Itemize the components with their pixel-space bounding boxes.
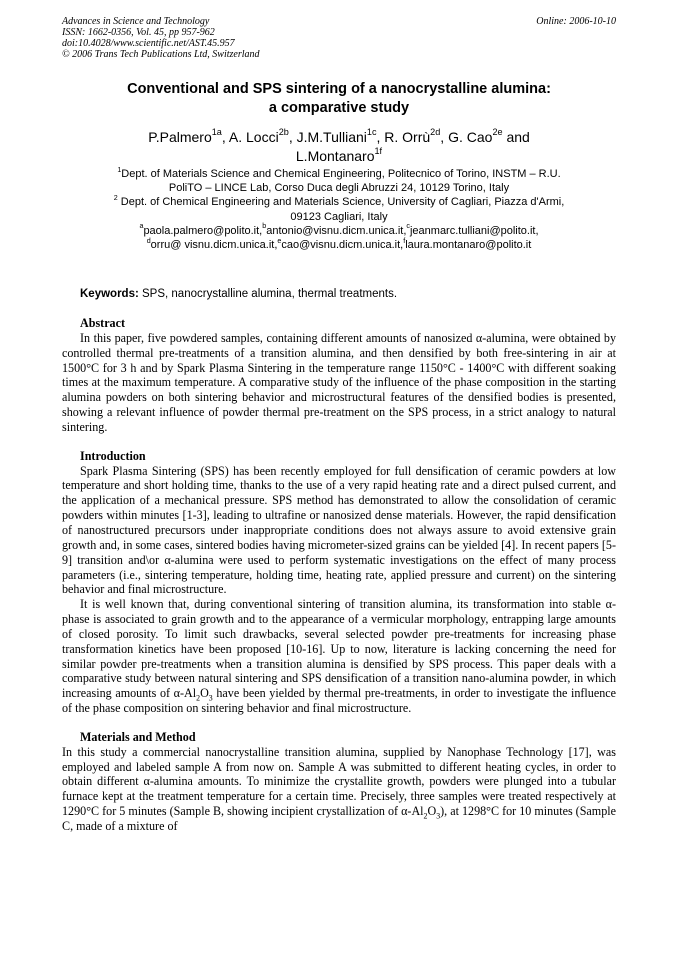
email-link[interactable]: antonio@visnu.dicm.unica.it, bbox=[266, 224, 407, 237]
affiliation-1 bbox=[62, 167, 616, 181]
author-sep: , bbox=[288, 129, 297, 145]
author-name: R. Orrù bbox=[384, 129, 431, 145]
author-sup: 1c bbox=[366, 127, 377, 138]
materials-heading: Materials and Method bbox=[80, 729, 196, 744]
email-link[interactable]: jeanmarc.tulliani@polito.it, bbox=[409, 224, 539, 237]
title-line-1: Conventional and SPS sintering of a nanocrystalline alumina: bbox=[127, 81, 551, 97]
paper-body bbox=[62, 316, 616, 834]
paper-title bbox=[62, 80, 616, 118]
author-name: L.Montanaro bbox=[295, 148, 375, 164]
subscript: 3 bbox=[436, 811, 441, 821]
email-link[interactable]: laura.montanaro@polito.it bbox=[405, 239, 532, 252]
email-link[interactable]: cao@visnu.dicm.unica.it, bbox=[281, 239, 404, 252]
affiliation-sup: 1 bbox=[117, 165, 122, 174]
author-name: G. Cao bbox=[448, 129, 493, 145]
author-sup: 2b bbox=[278, 127, 289, 138]
email-link[interactable]: paola.palmero@polito.it, bbox=[143, 224, 263, 237]
email-sup: c bbox=[406, 222, 410, 231]
author-sup: 1f bbox=[374, 146, 383, 157]
paragraph-text: It is well known that, during conventional sintering of transition alumina, its transformation into stable α-phase is associated to grain growth and to the appearance of a vermicular morphology, entrapping large amounts of closed porosity. To limit such drawbacks, several selected powder pre-treatments for increasing phase transformation kinetics have been proposed [10-16]. Up to now, literature is lacking concerning the need for similar powder pre-treatments when a transition alumina is densified by SPS process. This paper deals with a comparative study between natural sintering and SPS densification of a transition nano-alumina powder, in which increasing amounts of α-Al bbox=[62, 597, 616, 701]
affiliation-1-cont: PoliTO – LINCE Lab, Corso Duca degli Abruzzi 24, 10129 Torino, Italy bbox=[168, 182, 510, 195]
affiliation-text: Dept. of Chemical Engineering and Materials Science, University of Cagliari, Piazza d'Armi, bbox=[120, 196, 565, 209]
introduction-heading: Introduction bbox=[80, 448, 146, 463]
abstract-heading: Abstract bbox=[80, 316, 126, 330]
author-sep: and bbox=[502, 129, 530, 145]
email-sup: a bbox=[139, 222, 144, 231]
affiliation-2-cont: 09123 Cagliari, Italy bbox=[290, 210, 388, 223]
paragraph-text: In this study a commercial nanocrystalline transition alumina, supplied by Nanophase Technology [17], was employed and labeled sample A from now on. Sample A was submitted to different heating cycles, in order to obtain different α-alumina amounts. To minimize the crystallite growth, powders were plunged into a tubular furnace kept at the treatment temperature for a certain time. Precisely, three samples were treated respectively at 1290°C for 5 minutes (Sample B, showing incipient crystallization of α-Al bbox=[62, 744, 616, 819]
affiliation-2 bbox=[62, 195, 616, 209]
issn-line: ISSN: 1662-0356, Vol. 45, pp 957-962 bbox=[62, 27, 215, 38]
author-sup: 2d bbox=[430, 127, 441, 138]
author-sup: 2e bbox=[492, 127, 503, 138]
keywords-text: SPS, nanocrystalline alumina, thermal treatments. bbox=[142, 288, 398, 300]
doi-line: doi:10.4028/www.scientific.net/AST.45.957 bbox=[62, 38, 235, 49]
subscript: 2 bbox=[196, 693, 201, 703]
introduction-paragraph-1: Spark Plasma Sintering (SPS) has been recently employed for full densification of ceramic powders at low temperature and short holding time, thanks to the use of a very rapid heating rate and a direct pulsed current, and the application of a mechanical pressure. SPS method has demonstrated to allow the consolidation of ceramic powders within minutes [1-3], leading to ultrafine or nanosized dense materials. However, the rapid densification of nanostructured precursors under inappropriate conditions does not always assure to avoid extensive grain growth and, in some cases, sintered bodies having micrometer-sized grains can be yielded [4]. In recent papers [5-9] transition and\or α-alumina were used to perform systematic investigations on the effect of many process parameters (i.e., sintering temperature, holding time, heating rate, applied pressure and current) on the sintering behavior and final microstructure. bbox=[62, 463, 616, 597]
author-sup: 1a bbox=[211, 127, 222, 138]
author-name: P.Palmero bbox=[148, 129, 212, 145]
author-list bbox=[62, 128, 616, 166]
email-link[interactable]: orru@ visnu.dicm.unica.it, bbox=[150, 239, 278, 252]
subscript: 2 bbox=[423, 811, 428, 821]
author-name: A. Locci bbox=[228, 129, 279, 145]
copyright-line: © 2006 Trans Tech Publications Ltd, Switzerland bbox=[62, 49, 260, 60]
online-date: Online: 2006-10-10 bbox=[536, 16, 616, 27]
paragraph-text: O bbox=[200, 686, 209, 701]
introduction-paragraph-2 bbox=[62, 597, 616, 716]
email-sup: b bbox=[262, 222, 267, 231]
email-sup: d bbox=[146, 236, 151, 245]
email-line-2 bbox=[62, 238, 616, 252]
author-sep: , bbox=[221, 129, 229, 145]
author-sep: , bbox=[440, 129, 449, 145]
paragraph-text: O bbox=[427, 804, 437, 819]
materials-paragraph bbox=[62, 745, 616, 834]
journal-info bbox=[62, 16, 260, 60]
affiliation-sup: 2 bbox=[113, 194, 118, 203]
affiliation-text: Dept. of Materials Science and Chemical Engineering, Politecnico of Torino, INSTM – R.U. bbox=[121, 168, 561, 180]
journal-name: Advances in Science and Technology bbox=[62, 16, 210, 27]
keywords bbox=[80, 287, 620, 301]
paragraph-text: ), at 1298°C for 10 minutes (Sample C, made of a mixture of bbox=[62, 804, 616, 833]
subscript: 3 bbox=[208, 693, 213, 703]
email-line-1 bbox=[62, 224, 616, 238]
title-line-2: a comparative study bbox=[268, 100, 410, 116]
abstract-text: In this paper, five powdered samples, containing different amounts of nanosized α-alumina, were obtained by controlled thermal pre-treatments of a transition alumina, and then densified by both free-sintering in air at 1500°C for 3 h and by Spark Plasma Sintering in the temperature range 1150°C - 1400°C with different soaking times at the maximum temperature. A comparative study of the influence of the phase composition in the starting alumina powders on both sintering behavior and microstructural features of the densified bodies is presented, showing a relevant influence of powder thermal pre-treatment on the SPS process, in a strict analogy to natural sintering. bbox=[62, 330, 616, 434]
affiliations bbox=[62, 167, 616, 252]
author-name: J.M.Tulliani bbox=[296, 129, 367, 145]
author-sep: , bbox=[376, 129, 385, 145]
email-sup: e bbox=[277, 236, 282, 245]
keywords-label: Keywords: bbox=[80, 288, 139, 300]
paragraph-text: have been yielded by thermal pre-treatments, in order to investigate the influence of the phase composition on sintering behavior and final microstructure. bbox=[62, 686, 616, 716]
email-sup: f bbox=[403, 236, 406, 245]
